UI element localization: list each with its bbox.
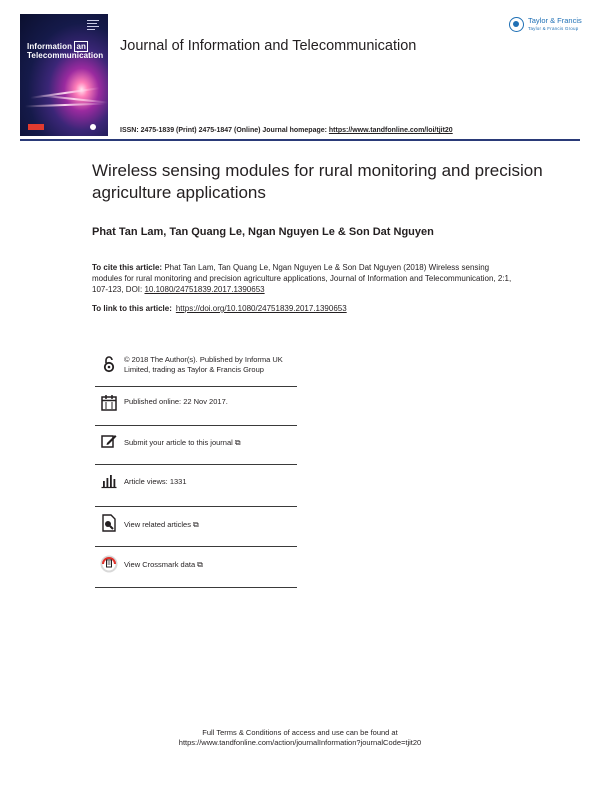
calendar-icon [100, 394, 118, 412]
external-link-icon: ⧉ [192, 520, 199, 529]
taylor-francis-logo: Taylor & Francis Taylor & Francis Group [509, 15, 593, 37]
issn-line: ISSN: 2475-1839 (Print) 2475-1847 (Online) Journal homepage: https://www.tandfonline.com/loi/tjit20 [120, 127, 453, 134]
footer-terms-text: Full Terms & Conditions of access and use can be found at [202, 728, 398, 737]
cover-dot-icon [90, 124, 96, 130]
article-views-text: Article views: 1331 [124, 477, 187, 486]
crossmark-icon [100, 555, 118, 573]
footer-terms-link[interactable]: https://www.tandfonline.com/action/journalInformation?journalCode=tjit20 [178, 738, 422, 747]
published-date-text: Published online: 22 Nov 2017. [124, 397, 228, 406]
external-link-icon: ⧉ [234, 438, 241, 447]
related-articles-row[interactable] [95, 514, 297, 534]
crossmark-row[interactable] [95, 555, 297, 575]
cover-title: Information an Telecommunication [27, 42, 104, 60]
external-link-icon: ⧉ [197, 560, 203, 569]
header-divider [20, 139, 580, 141]
info-divider [95, 464, 297, 465]
open-access-lock-icon [100, 355, 118, 373]
bar-chart-icon [100, 472, 118, 490]
info-divider [95, 546, 297, 547]
article-authors: Phat Tan Lam, Tan Quang Le, Ngan Nguyen Le & Son Dat Nguyen [92, 226, 434, 238]
cover-publisher-logo [28, 124, 44, 130]
info-divider [95, 425, 297, 426]
submit-article-link[interactable]: Submit your article to this journal [124, 438, 233, 447]
document-search-icon [100, 514, 118, 532]
published-date-row [95, 394, 297, 414]
doi-link[interactable]: 10.1080/24751839.2017.1390653 [144, 285, 265, 294]
citation-block: To cite this article: Phat Tan Lam, Tan Quang Le, Ngan Nguyen Le & Son Dat Nguyen (2018) Wireless sensing modules for rural monitoring and precision agriculture applications, Journal of Information and Telecommunication, 2:1, 107-123, DOI: 10.1080/24751839.2017.1390653 [92, 263, 512, 294]
article-doi-url-link[interactable]: https://doi.org/10.1080/24751839.2017.1390653 [175, 304, 347, 313]
submit-article-row[interactable] [95, 432, 297, 452]
info-divider [95, 587, 297, 588]
copyright-text: © 2018 The Author(s). Published by Informa UK Limited, trading as Taylor & Francis Group [124, 355, 283, 374]
journal-homepage-link[interactable]: https://www.tandfonline.com/loi/tjit20 [328, 127, 453, 134]
open-access-row [95, 355, 297, 387]
edit-pencil-icon [100, 432, 118, 450]
journal-cover-image [20, 14, 108, 136]
related-articles-link[interactable]: View related articles [124, 520, 191, 529]
info-divider [95, 386, 297, 387]
article-title: Wireless sensing modules for rural monitoring and precision agriculture applications [92, 161, 543, 202]
article-views-row [95, 472, 297, 492]
footer-terms [0, 728, 600, 748]
article-link-block: To link to this article: https://doi.org/10.1080/24751839.2017.1390653 [92, 304, 347, 313]
cover-light-streak [25, 103, 105, 108]
crossmark-link[interactable]: View Crossmark data [124, 560, 196, 569]
info-divider [95, 506, 297, 507]
publisher-logo-icon [509, 17, 524, 32]
journal-title: Journal of Information and Telecommunication [120, 38, 417, 54]
